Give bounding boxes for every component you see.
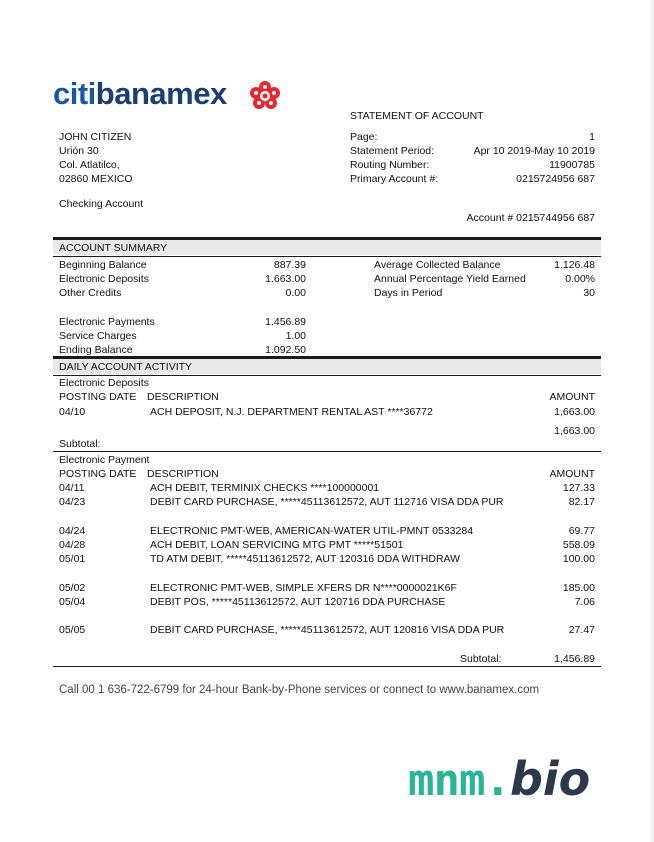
period-value: Apr 10 2019-May 10 2019 xyxy=(473,145,595,157)
account-number-line: Account # 0215744956 687 xyxy=(466,212,595,224)
deposits-bottom-rule xyxy=(53,451,601,452)
deposits-col-description: DESCRIPTION xyxy=(147,391,219,403)
table-row-description: DEBIT CARD PURCHASE, *****45113612572, AUT 120816 VISA DDA PUR xyxy=(150,624,505,636)
table-row-date: 04/28 xyxy=(59,539,86,551)
payments-col-date: POSTING DATE xyxy=(59,468,137,480)
ending-balance-value: 1.092.50 xyxy=(265,344,306,356)
payments-subtotal-value: 1,456.89 xyxy=(554,653,595,665)
payments-col-description: DESCRIPTION xyxy=(147,468,219,480)
electronic-deposits-label: Electronic Deposits xyxy=(59,273,149,285)
watermark-logo xyxy=(408,752,590,806)
table-row-description: ACH DEPOSIT, N.J. DEPARTMENT RENTAL AST ****36772 xyxy=(150,406,433,418)
payments-bottom-rule xyxy=(53,666,601,667)
beginning-balance-label: Beginning Balance xyxy=(59,259,147,271)
apy-value: 0.00% xyxy=(565,273,595,285)
table-row-date: 05/04 xyxy=(59,596,86,608)
table-row-date: 04/24 xyxy=(59,525,86,537)
table-row-description: ELECTRONIC PMT-WEB, SIMPLE XFERS DR N****0000021K6F xyxy=(150,582,457,594)
table-row-amount: 127.33 xyxy=(562,482,595,494)
page-label: Page: xyxy=(350,131,378,143)
days-in-period-label: Days in Period xyxy=(374,287,443,299)
ending-balance-label: Ending Balance xyxy=(59,344,133,356)
table-row-date: 05/05 xyxy=(59,624,86,636)
other-credits-label: Other Credits xyxy=(59,287,122,299)
customer-address-line2: Col. Atlatilco, xyxy=(59,159,120,171)
table-row-date: 04/11 xyxy=(59,482,85,494)
summary-header: ACCOUNT SUMMARY xyxy=(59,242,168,254)
deposits-subtotal-label: Subtotal: xyxy=(59,438,101,450)
logo-citi-text: citi xyxy=(53,76,96,111)
banamex-flower-icon xyxy=(248,80,282,112)
table-row-description: ACH DEBIT, TERMINIX CHECKS ****100000001 xyxy=(150,482,380,494)
payments-section-title: Electronic Payment xyxy=(59,454,150,466)
apy-label: Annual Percentage Yield Earned xyxy=(374,273,526,285)
summary-header-rule xyxy=(53,256,601,257)
electronic-deposits-value: 1.663.00 xyxy=(265,273,306,285)
table-row-date: 05/02 xyxy=(59,582,86,594)
watermark-bio-text: bio xyxy=(509,752,591,806)
deposits-col-date: POSTING DATE xyxy=(59,391,137,403)
routing-value: 11900785 xyxy=(549,159,595,171)
watermark-mnm-text: mnm. xyxy=(408,755,510,806)
account-type: Checking Account xyxy=(59,198,144,210)
table-row-description: TD ATM DEBIT, *****45113612572, AUT 120316 DDA WITHDRAW xyxy=(150,553,461,565)
primary-account-value: 0215724956 687 xyxy=(516,173,595,185)
routing-label: Routing Number: xyxy=(350,159,430,171)
avg-collected-label: Average Collected Balance xyxy=(374,259,501,271)
table-row-amount: 1,663.00 xyxy=(554,406,595,418)
beginning-balance-value: 887.39 xyxy=(273,259,306,271)
table-row-amount: 185.00 xyxy=(562,582,595,594)
statement-title: STATEMENT OF ACCOUNT xyxy=(350,110,484,122)
table-row-date: 05/01 xyxy=(59,553,86,565)
bank-logo xyxy=(53,76,227,112)
service-charges-label: Service Charges xyxy=(59,330,137,342)
table-row-amount: 100.00 xyxy=(562,553,595,565)
table-row-date: 04/23 xyxy=(59,496,86,508)
activity-header-rule xyxy=(53,375,601,376)
logo-banamex-text: banamex xyxy=(95,76,227,111)
table-row-description: DEBIT CARD PURCHASE, *****45113612572, AUT 112716 VISA DDA PUR xyxy=(150,496,504,508)
period-label: Statement Period: xyxy=(350,145,435,157)
table-row-amount: 69.77 xyxy=(568,525,595,537)
table-row-amount: 82.17 xyxy=(568,496,595,508)
electronic-payments-value: 1.456.89 xyxy=(265,316,306,328)
page-value: 1 xyxy=(589,131,595,143)
table-row-description: ELECTRONIC PMT-WEB, AMERICAN-WATER UTIL-PMNT 0533284 xyxy=(150,525,474,537)
table-row-description: ACH DEBIT, LOAN SERVICING MTG PMT *****51501 xyxy=(150,539,404,551)
activity-header: DAILY ACCOUNT ACTIVITY xyxy=(59,361,193,373)
other-credits-value: 0.00 xyxy=(285,287,306,299)
deposits-section-title: Electronic Deposits xyxy=(59,377,149,389)
table-row-amount: 27.47 xyxy=(568,624,595,636)
customer-address-line1: Urión 30 xyxy=(59,145,99,157)
footer-contact-text: Call 00 1 636-722-6799 for 24-hour Bank-by-Phone services or connect to www.banamex.com xyxy=(59,684,540,696)
customer-address-line3: 02860 MEXICO xyxy=(59,173,133,185)
table-row-amount: 7.06 xyxy=(574,596,595,608)
days-in-period-value: 30 xyxy=(583,287,595,299)
customer-name: JOHN CITIZEN xyxy=(59,131,132,143)
deposits-col-amount: AMOUNT xyxy=(549,391,595,403)
table-row-amount: 558.09 xyxy=(562,539,595,551)
deposits-total: 1,663.00 xyxy=(554,425,595,437)
service-charges-value: 1.00 xyxy=(285,330,306,342)
primary-account-label: Primary Account #: xyxy=(350,173,439,185)
payments-col-amount: AMOUNT xyxy=(549,468,595,480)
electronic-payments-label: Electronic Payments xyxy=(59,316,155,328)
table-row-date: 04/10 xyxy=(59,406,86,418)
payments-subtotal-label: Subtotal: xyxy=(460,653,502,665)
table-row-description: DEBIT POS, *****45113612572, AUT 120716 DDA PURCHASE xyxy=(150,596,446,608)
avg-collected-value: 1.126.48 xyxy=(554,259,595,271)
